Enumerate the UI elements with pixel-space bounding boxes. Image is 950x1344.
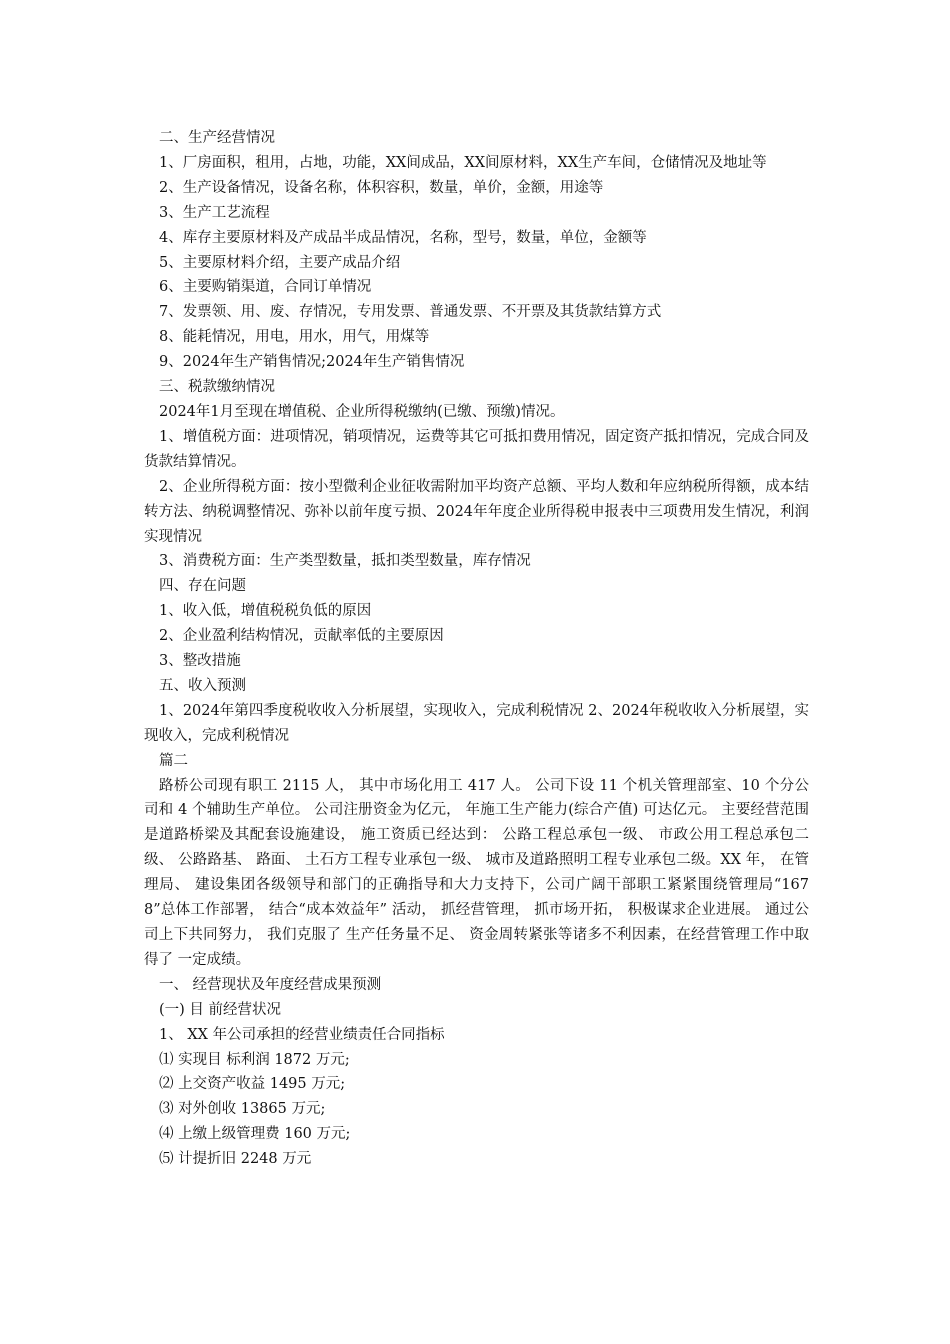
section-heading-operations: 一、 经营现状及年度经营成果预测: [159, 976, 382, 993]
section-heading-production: 二、生产经营情况: [159, 130, 275, 146]
paragraph-item: 7、发票领、用、废、存情况，专用发票、普通发票、不开票及其货款结算方式: [159, 304, 662, 321]
paragraph-item: 1、收入低，增值税税负低的原因: [159, 603, 372, 620]
paragraph-item: 4、库存主要原材料及产成品半成品情况，名称，型号，数量，单位，金额等: [159, 229, 647, 246]
paragraph-item: 2024年1月至现在增值税、企业所得税缴纳(已缴、预缴)情况。: [159, 403, 565, 420]
section-heading-forecast: 五、收入预测: [159, 677, 246, 694]
list-item: ⑵ 上交资产收益 1495 万元;: [159, 1076, 346, 1093]
paragraph-item: 1、2024年第四季度税收收入分析展望，实现收入，完成利税情况 2、2024年税收收入分析展望，实现收入，完成利税情况: [144, 702, 809, 744]
paragraph-item: 9、2024年生产销售情况;2024年生产销售情况: [159, 354, 465, 371]
paragraph-item: 3、生产工艺流程: [159, 204, 270, 221]
section-heading-problems: 四、存在问题: [159, 578, 246, 595]
list-item: ⑴ 实现目 标利润 1872 万元;: [159, 1051, 350, 1068]
paragraph-item: 1、增值税方面：进项情况，销项情况，运费等其它可抵扣费用情况，固定资产抵扣情况，完成合同及货款结算情况。: [144, 428, 809, 470]
paragraph-item: 2、企业所得税方面：按小型微利企业征收需附加平均资产总额、平均人数和年应纳税所得额，成本结转方法、纳税调整情况、弥补以前年度亏损、2024年年度企业所得税申报表中三项费用发生情况，利润实现情况: [144, 478, 809, 545]
paragraph-item: 2、企业盈利结构情况，贡献率低的主要原因: [159, 628, 444, 645]
subsection-heading: (一) 目 前经营状况: [159, 1001, 282, 1018]
list-item: ⑸ 计提折旧 2248 万元: [159, 1151, 312, 1168]
list-item: ⑷ 上缴上级管理费 160 万元;: [159, 1126, 351, 1143]
paragraph-item: 5、主要原材料介绍，主要产成品介绍: [159, 254, 401, 271]
section-heading-tax: 三、税款缴纳情况: [159, 379, 275, 396]
list-item: ⑶ 对外创收 13865 万元;: [159, 1101, 326, 1118]
paragraph-item: 2、生产设备情况，设备名称，体积容积，数量，单价，金额，用途等: [159, 179, 604, 196]
paragraph-body: 路桥公司现有职工 2115 人， 其中市场化用工 417 人。 公司下设 11 个机关管理部室、10 个分公司和 4 个辅助生产单位。 公司注册资金为亿元， 年施工生产能力(综合产值) 可达亿元。 主要经营范围是道路桥梁及其配套设施建设， 施工资质已经达到： 公路工程总承包一级、 市政公用工程总承包二级、 公路路基、 路面、 土石方工程专业承包一级、 城市及道路照明工程专业承包二级。XX 年， 在管理局、 建设集团各级领导和部门的正确指导和大力支持下，公司广阔干部职工紧紧围绕管理局“1678”总体工作部署， 结合“成本效益年” 活动， 抓经营管理， 抓市场开拓， 积极谋求企业进展。 通过公司上下共同努力， 我们克服了 生产任务量不足、 资金周转紧张等诸多不利因素，在经营管理工作中取得了 一定成绩。: [144, 777, 809, 968]
chapter-heading: 篇二: [159, 752, 188, 769]
paragraph-item: 1、 XX 年公司承担的经营业绩责任合同指标: [159, 1026, 445, 1043]
document-body: [144, 126, 809, 1172]
paragraph-item: 6、主要购销渠道，合同订单情况: [159, 279, 372, 296]
paragraph-item: 1、厂房面积，租用，占地，功能，XX间成品，XX间原材料，XX生产车间，仓储情况及地址等: [159, 154, 767, 171]
paragraph-item: 3、整改措施: [159, 653, 241, 670]
paragraph-item: 3、消费税方面：生产类型数量，抵扣类型数量，库存情况: [159, 553, 531, 570]
paragraph-item: 8、能耗情况，用电，用水，用气，用煤等: [159, 329, 430, 346]
